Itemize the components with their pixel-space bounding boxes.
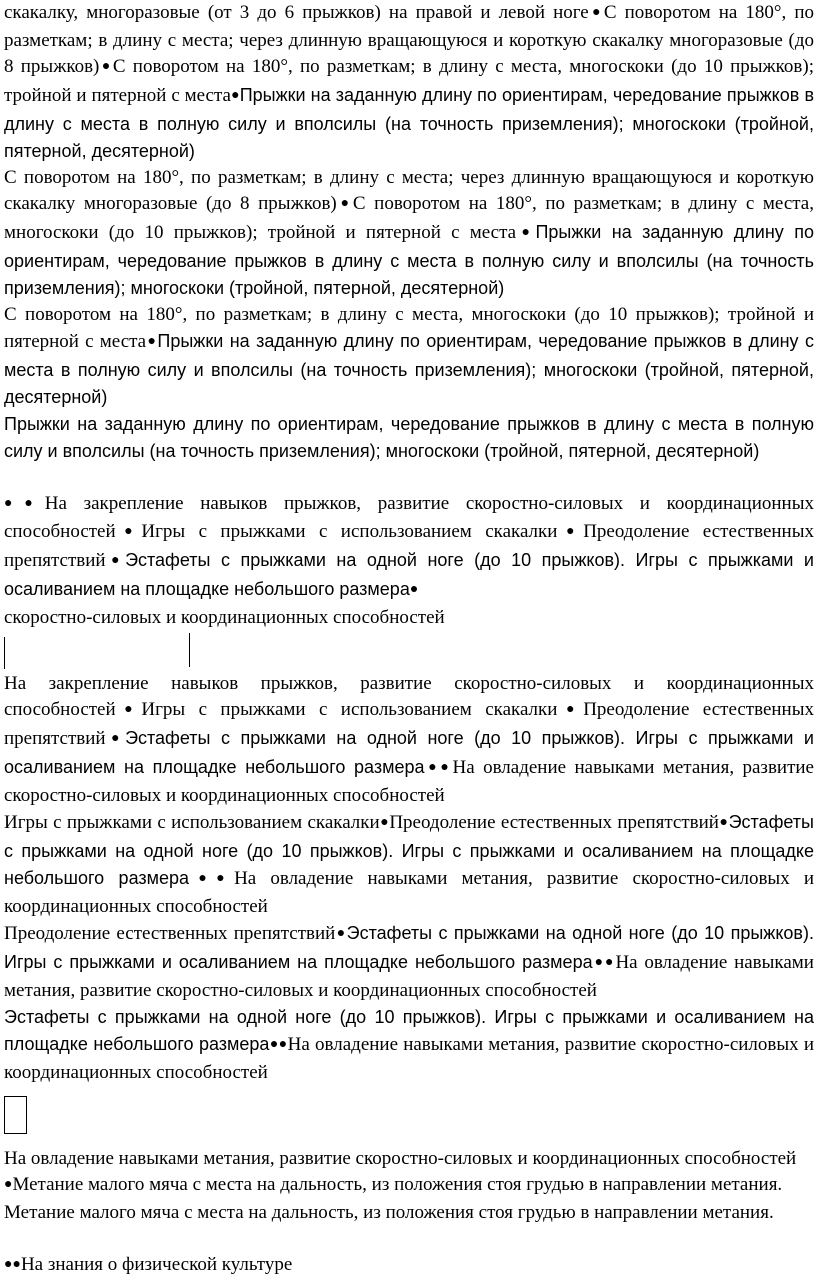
bullet-icon: ●: [269, 1037, 279, 1052]
bullet-icon: ●: [24, 496, 45, 511]
bullet-icon: ●: [557, 702, 584, 717]
paragraph-5: [4, 491, 814, 631]
bullet-icon: ●: [4, 1257, 13, 1272]
bullet-icon: ●: [115, 524, 142, 539]
text-segment-bold: Прыжки на заданную длину по ориентирам, чередование прыжков в длину с места в полную силу и вполсилы (на точность приземления); многоскоки (тройной, пятерной, десятерной): [4, 414, 814, 461]
paragraph-12: [4, 1200, 814, 1226]
bullet-icon: ●: [718, 815, 729, 830]
bullet-icon: ●: [335, 926, 347, 941]
text-segment-bold: Эстафеты с прыжками на одной ноге (до 10 прыжков). Игры с прыжками и осаливанием на площадке небольшого размера: [4, 812, 814, 888]
text-segment: Игры с прыжками с использованием скакалки: [4, 812, 380, 833]
document-page: [4, 0, 814, 1280]
text-segment: Преодоление естественных препятствий: [4, 923, 336, 944]
bullet-icon: ●: [99, 59, 113, 74]
text-segment: Преодоление естественных препятствий: [4, 521, 814, 571]
bullet-icon: ●: [105, 553, 126, 568]
bullet-icon: ●: [4, 1177, 13, 1192]
text-segment: Метание малого мяча с места на дальность, из положения стоя грудью в направлении метания.: [4, 1202, 774, 1223]
paragraph-3: [4, 302, 814, 411]
bullet-icon: ●: [336, 196, 353, 211]
text-segment: Игры с прыжками с использованием скакалки: [141, 699, 558, 720]
bullet-icon: ●: [115, 702, 142, 717]
text-segment: На овладение навыками метания, развитие скоростно-силовых и координационных способностей: [4, 1148, 797, 1169]
text-segment: Игры с прыжками с использованием скакалки: [141, 521, 558, 542]
bullet-icon: ●: [588, 5, 604, 20]
paragraph-10: [4, 1146, 814, 1172]
text-segment: скоростно-силовых и координационных способностей: [4, 607, 445, 628]
text-segment: С поворотом на 180°, по разметкам; в длину с места, многоскоки (до 10 прыжков); тройной и пятерной с места: [4, 56, 814, 106]
text-segment: С поворотом на 180°, по разметкам; в длину с места; через длинную вращающуюся и короткую скакалку многоразовые (до 8 прыжков): [4, 2, 814, 77]
text-segment: Преодоление естественных препятствий: [4, 699, 814, 749]
spacer: [4, 1226, 814, 1252]
text-segment: На овладение навыками метания, развитие скоростно-силовых и координационных способностей: [4, 868, 814, 917]
text-segment-bold: Эстафеты с прыжками на одной ноге (до 10 прыжков). Игры с прыжками и осаливанием на площадке небольшого размера: [4, 1007, 814, 1054]
bullet-icon: ●: [557, 524, 584, 539]
bullet-icon: ●: [4, 496, 25, 511]
cell-border: [4, 1096, 27, 1134]
bullet-icon: ●: [605, 955, 616, 970]
spacer: [4, 465, 814, 491]
paragraph-11: [4, 1172, 814, 1200]
empty-table-cell: [4, 631, 814, 671]
bullet-icon: ●: [230, 88, 240, 103]
paragraph-13: [4, 1252, 814, 1280]
text-segment: скакалку, многоразовые (от 3 до 6 прыжков) на правой и левой ноге: [4, 2, 589, 23]
bullet-icon: ●: [189, 871, 217, 886]
bullet-icon: ●: [146, 334, 158, 349]
bullet-icon: ●: [12, 1257, 21, 1272]
paragraph-4: [4, 411, 814, 465]
text-segment: Преодоление естественных препятствий: [389, 812, 719, 833]
text-segment-bold: Эстафеты с прыжками на одной ноге (до 10 прыжков). Игры с прыжками и осаливанием на площадке небольшого размера: [4, 550, 814, 599]
text-segment-bold: Эстафеты с прыжками на одной ноге (до 10 прыжков). Игры с прыжками и осаливанием на площадке небольшого размера: [4, 923, 814, 972]
bullet-icon: ●: [516, 225, 536, 240]
text-segment: На закрепление навыков прыжков, развитие скоростно-силовых и координационных способностей: [4, 673, 814, 720]
paragraph-6: [4, 671, 814, 809]
text-segment-bold: Прыжки на заданную длину по ориентирам, чередование прыжков в длину с места в полную силу и вполсилы (на точность приземления); многоскоки (тройной, пятерной, десятерной): [4, 222, 814, 298]
text-segment-bold: Прыжки на заданную длину по ориентирам, чередование прыжков в длину с места в полную силу и вполсилы (на точность приземления); многоскоки (тройной, пятерной, десятерной): [4, 331, 814, 407]
text-segment: С поворотом на 180°, по разметкам; в длину с места, многоскоки (до 10 прыжков); тройной и пятерной с места: [4, 193, 814, 243]
empty-table-cell: [4, 1086, 814, 1146]
paragraph-1: [4, 0, 814, 165]
bullet-icon: ●: [216, 871, 235, 886]
text-segment: На знания о физической культуре: [20, 1254, 293, 1275]
text-segment: На закрепление навыков прыжков, развитие скоростно-силовых и координационных способностей: [4, 493, 814, 542]
cell-border: [189, 633, 190, 667]
bullet-icon: ●: [278, 1037, 288, 1052]
bullet-icon: ●: [424, 760, 441, 775]
text-segment: На овладение навыками метания, развитие скоростно-силовых и координационных способностей: [4, 757, 814, 806]
text-segment-bold: Эстафеты с прыжками на одной ноге (до 10 прыжков). Игры с прыжками и осаливанием на площадке небольшого размера: [4, 728, 814, 777]
bullet-icon: ●: [409, 582, 419, 597]
bullet-icon: ●: [105, 731, 126, 746]
paragraph-9: [4, 1004, 814, 1086]
text-segment: С поворотом на 180°, по разметкам; в длину с места; через длинную вращающуюся и короткую скакалку многоразовые (до 8 прыжков): [4, 167, 814, 214]
text-segment: На овладение навыками метания, развитие скоростно-силовых и координационных способностей: [4, 1034, 814, 1083]
text-segment: Метание малого мяча с места на дальность, из положения стоя грудью в направлении метания.: [12, 1174, 783, 1195]
bullet-icon: ●: [592, 955, 606, 970]
paragraph-2: [4, 165, 814, 302]
cell-border: [4, 637, 5, 669]
text-segment: С поворотом на 180°, по разметкам; в длину с места, многоскоки (до 10 прыжков); тройной и пятерной с места: [4, 304, 814, 352]
text-segment: На овладение навыками метания, развитие скоростно-силовых и координационных способностей: [4, 952, 814, 1001]
bullet-icon: ●: [440, 760, 453, 775]
text-segment-bold: Прыжки на заданную длину по ориентирам, чередование прыжков в длину с места в полную силу и вполсилы (на точность приземления); многоскоки (тройной, пятерной, десятерной): [4, 85, 815, 161]
paragraph-7: [4, 809, 814, 920]
paragraph-8: [4, 920, 814, 1004]
bullet-icon: ●: [379, 815, 390, 830]
